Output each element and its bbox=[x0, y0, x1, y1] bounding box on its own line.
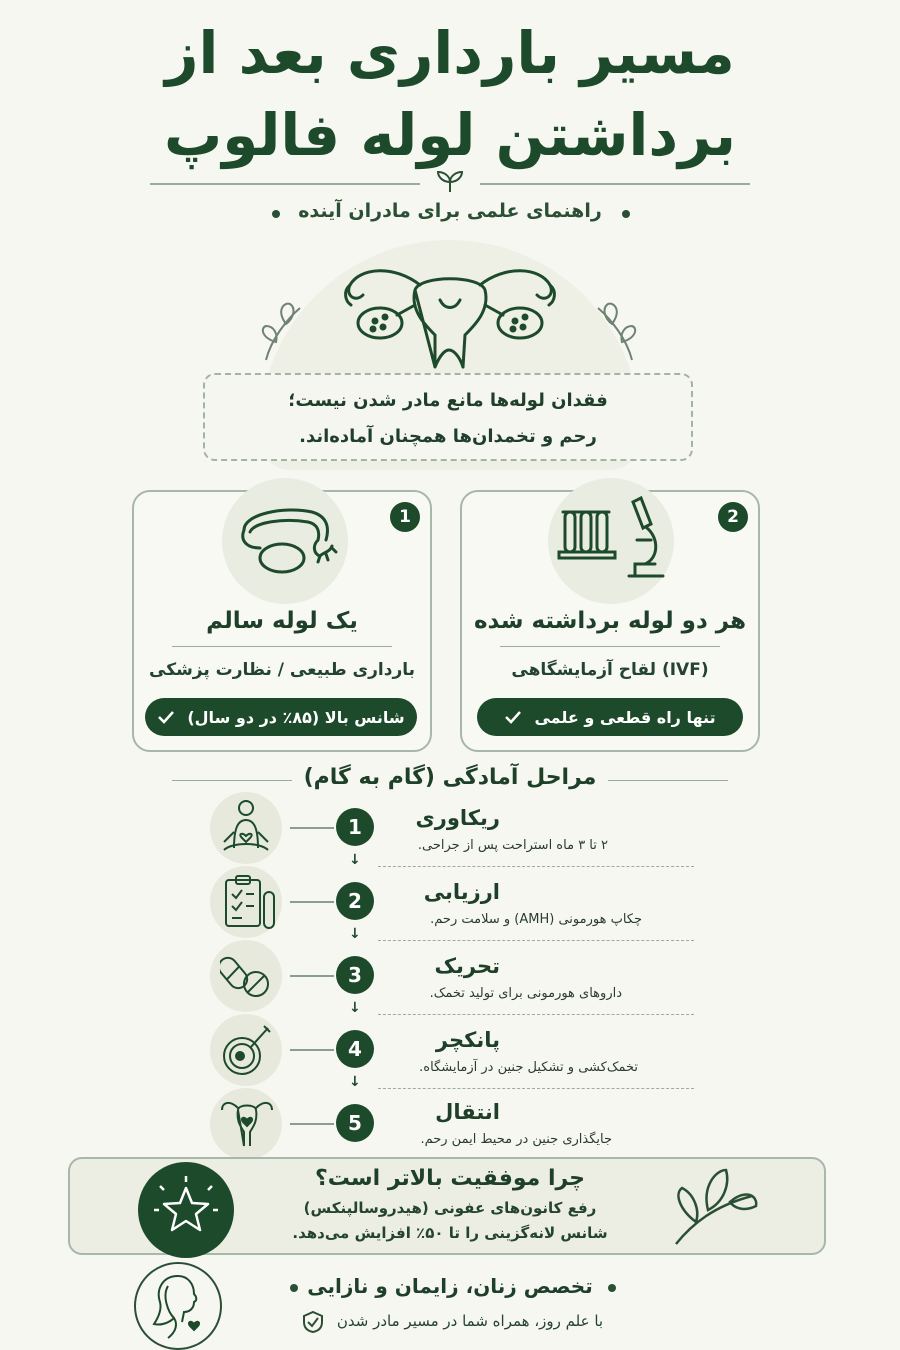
pills-icon bbox=[220, 950, 274, 1002]
fallopian-tube-ovary-icon bbox=[234, 500, 338, 580]
card-number-badge: 2 bbox=[718, 502, 748, 532]
clipboard-test-tube-icon bbox=[222, 874, 278, 932]
step-connector bbox=[290, 901, 334, 903]
step-title: تحریک bbox=[434, 954, 500, 978]
footer-title: تخصص زنان، زایمان و نازایی bbox=[307, 1274, 593, 1298]
leaf-icon bbox=[256, 300, 310, 364]
step-separator bbox=[378, 940, 694, 942]
petri-dish-needle-icon bbox=[220, 1022, 274, 1078]
step-number: 2 bbox=[336, 882, 374, 920]
leaf-icon bbox=[668, 1166, 760, 1248]
why-line1: رفع کانون‌های عفونی (هیدروسالپنکس) bbox=[303, 1199, 597, 1217]
step-connector bbox=[290, 827, 334, 829]
step-number: 5 bbox=[336, 1104, 374, 1142]
step-description: داروهای هورمونی برای تولید تخمک. bbox=[429, 986, 622, 1001]
step-separator bbox=[378, 1088, 694, 1090]
card-divider bbox=[500, 646, 720, 647]
shield-check-icon bbox=[302, 1310, 324, 1334]
step-title: ارزیابی bbox=[423, 880, 500, 904]
step-number: 3 bbox=[336, 956, 374, 994]
footer-subtitle: با علم روز، همراه شما در مسیر مادر شدن bbox=[336, 1312, 604, 1330]
card-pill-ivf bbox=[477, 698, 743, 736]
divider-right bbox=[480, 183, 750, 185]
why-title: چرا موفقیت بالاتر است؟ bbox=[314, 1166, 586, 1191]
leaf-icon bbox=[588, 300, 642, 364]
card-number-badge: 1 bbox=[390, 502, 420, 532]
bullet-dot bbox=[622, 210, 630, 218]
down-arrow-icon: ↓ bbox=[349, 852, 361, 868]
page-title-line2: برداشتن لوله فالوپ bbox=[163, 101, 737, 169]
card-title: هر دو لوله برداشته شده bbox=[473, 608, 747, 634]
section-divider-left bbox=[172, 780, 292, 781]
pill-label: شانس بالا (۸۵٪ در دو سال) bbox=[187, 707, 405, 727]
divider-left bbox=[150, 183, 420, 185]
card-subtitle: لقاح آزمایشگاهی (IVF) bbox=[511, 660, 709, 680]
why-text bbox=[290, 1196, 610, 1246]
down-arrow-icon: ↓ bbox=[349, 1000, 361, 1016]
card-divider bbox=[172, 646, 392, 647]
sprout-icon bbox=[432, 168, 468, 194]
step-description: ۲ تا ۳ ماه استراحت پس از جراحی. bbox=[417, 838, 608, 853]
step-description: چکاپ هورمونی (AMH) و سلامت رحم. bbox=[430, 912, 642, 927]
step-connector bbox=[290, 1049, 334, 1051]
step-title: پانکچر bbox=[435, 1028, 500, 1052]
checkmark-icon bbox=[157, 710, 175, 724]
section-divider-right bbox=[608, 780, 728, 781]
uterus-heart-icon bbox=[220, 1096, 274, 1152]
page-title-line1: مسیر بارداری بعد از bbox=[165, 19, 735, 87]
down-arrow-icon: ↓ bbox=[349, 1074, 361, 1090]
step-title: ریکاوری bbox=[415, 806, 500, 830]
step-title: انتقال bbox=[435, 1100, 500, 1124]
card-subtitle: بارداری طبیعی / نظارت پزشکی bbox=[149, 660, 415, 680]
step-description: جایگذاری جنین در محیط ایمن رحم. bbox=[420, 1132, 612, 1147]
uterus-icon bbox=[335, 255, 565, 375]
hero-note-line2: رحم و تخمدان‌ها همچنان آماده‌اند. bbox=[299, 426, 597, 447]
laboratory-microscope-icon bbox=[555, 494, 667, 582]
bullet-dot bbox=[608, 1284, 616, 1292]
pill-label: تنها راه قطعی و علمی bbox=[534, 707, 716, 727]
step-separator bbox=[378, 866, 694, 868]
step-description: تخمک‌کشی و تشکیل جنین در آزمایشگاه. bbox=[419, 1060, 638, 1075]
step-number: 1 bbox=[336, 808, 374, 846]
step-separator bbox=[378, 1014, 694, 1016]
hero-note bbox=[203, 373, 693, 461]
card-title: یک لوله سالم bbox=[206, 608, 358, 634]
why-line2: شانس لانه‌گزینی را تا ۵۰٪ افزایش می‌دهد. bbox=[292, 1224, 608, 1242]
card-pill-natural bbox=[145, 698, 417, 736]
bullet-dot bbox=[272, 210, 280, 218]
steps-section-title: مراحل آمادگی (گام به گام) bbox=[303, 765, 597, 790]
step-connector bbox=[290, 1123, 334, 1125]
meditation-heart-icon bbox=[220, 798, 272, 858]
mother-profile-heart-icon bbox=[148, 1272, 210, 1340]
step-connector bbox=[290, 975, 334, 977]
bullet-dot bbox=[290, 1284, 298, 1292]
page-subtitle: راهنمای علمی برای مادران آینده bbox=[298, 200, 602, 222]
step-number: 4 bbox=[336, 1030, 374, 1068]
star-badge-icon bbox=[150, 1174, 222, 1246]
checkmark-icon bbox=[504, 710, 522, 724]
hero-note-line1: فقدان لوله‌ها مانع مادر شدن نیست؛ bbox=[288, 390, 608, 411]
down-arrow-icon: ↓ bbox=[349, 926, 361, 942]
